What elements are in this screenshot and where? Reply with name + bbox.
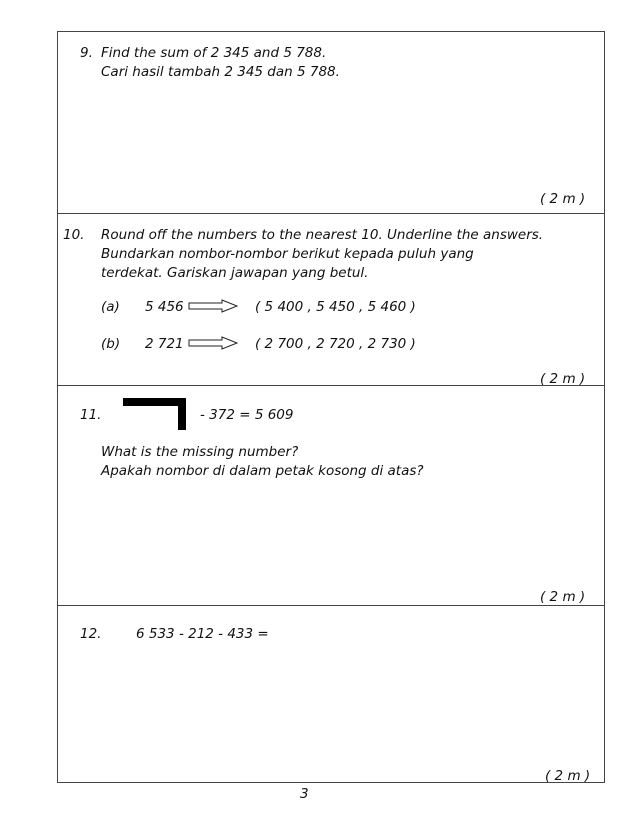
q9-marks: ( 2 m ) [540, 191, 586, 207]
q12-marks: ( 2 m ) [545, 768, 591, 784]
q10b-label: (b) [101, 336, 121, 352]
q10a-options: ( 5 400 , 5 450 , 5 460 ) [255, 299, 416, 315]
q10a-number: 5 456 [145, 299, 184, 315]
q11-english-text: What is the missing number? [101, 444, 299, 460]
q10-marks: ( 2 m ) [540, 371, 586, 387]
q10-number: 10. [63, 227, 85, 243]
divider-line [57, 385, 605, 386]
q9-number: 9. [80, 45, 93, 61]
q10-english-text: Round off the numbers to the nearest 10. Underline the answers. [101, 227, 544, 243]
right-arrow-icon [188, 336, 238, 350]
q10-malay-line2: terdekat. Gariskan jawapan yang betul. [101, 265, 369, 281]
q11-number: 11. [80, 407, 102, 423]
page-number: 3 [300, 786, 309, 802]
q12-number: 12. [80, 626, 102, 642]
divider-line [57, 213, 605, 214]
q11-equation: - 372 = 5 609 [200, 407, 294, 423]
missing-number-box [123, 398, 186, 430]
q11-marks: ( 2 m ) [540, 589, 586, 605]
right-arrow-icon [188, 299, 238, 313]
q10a-label: (a) [101, 299, 120, 315]
q11-malay-text: Apakah nombor di dalam petak kosong di atas? [101, 463, 424, 479]
q10-malay-line1: Bundarkan nombor-nombor berikut kepada puluh yang [101, 246, 474, 262]
q10b-number: 2 721 [145, 336, 184, 352]
q12-expression: 6 533 - 212 - 433 = [136, 626, 269, 642]
q10b-options: ( 2 700 , 2 720 , 2 730 ) [255, 336, 416, 352]
q9-malay-text: Cari hasil tambah 2 345 dan 5 788. [101, 64, 340, 80]
q9-english-text: Find the sum of 2 345 and 5 788. [101, 45, 327, 61]
divider-line [57, 605, 605, 606]
